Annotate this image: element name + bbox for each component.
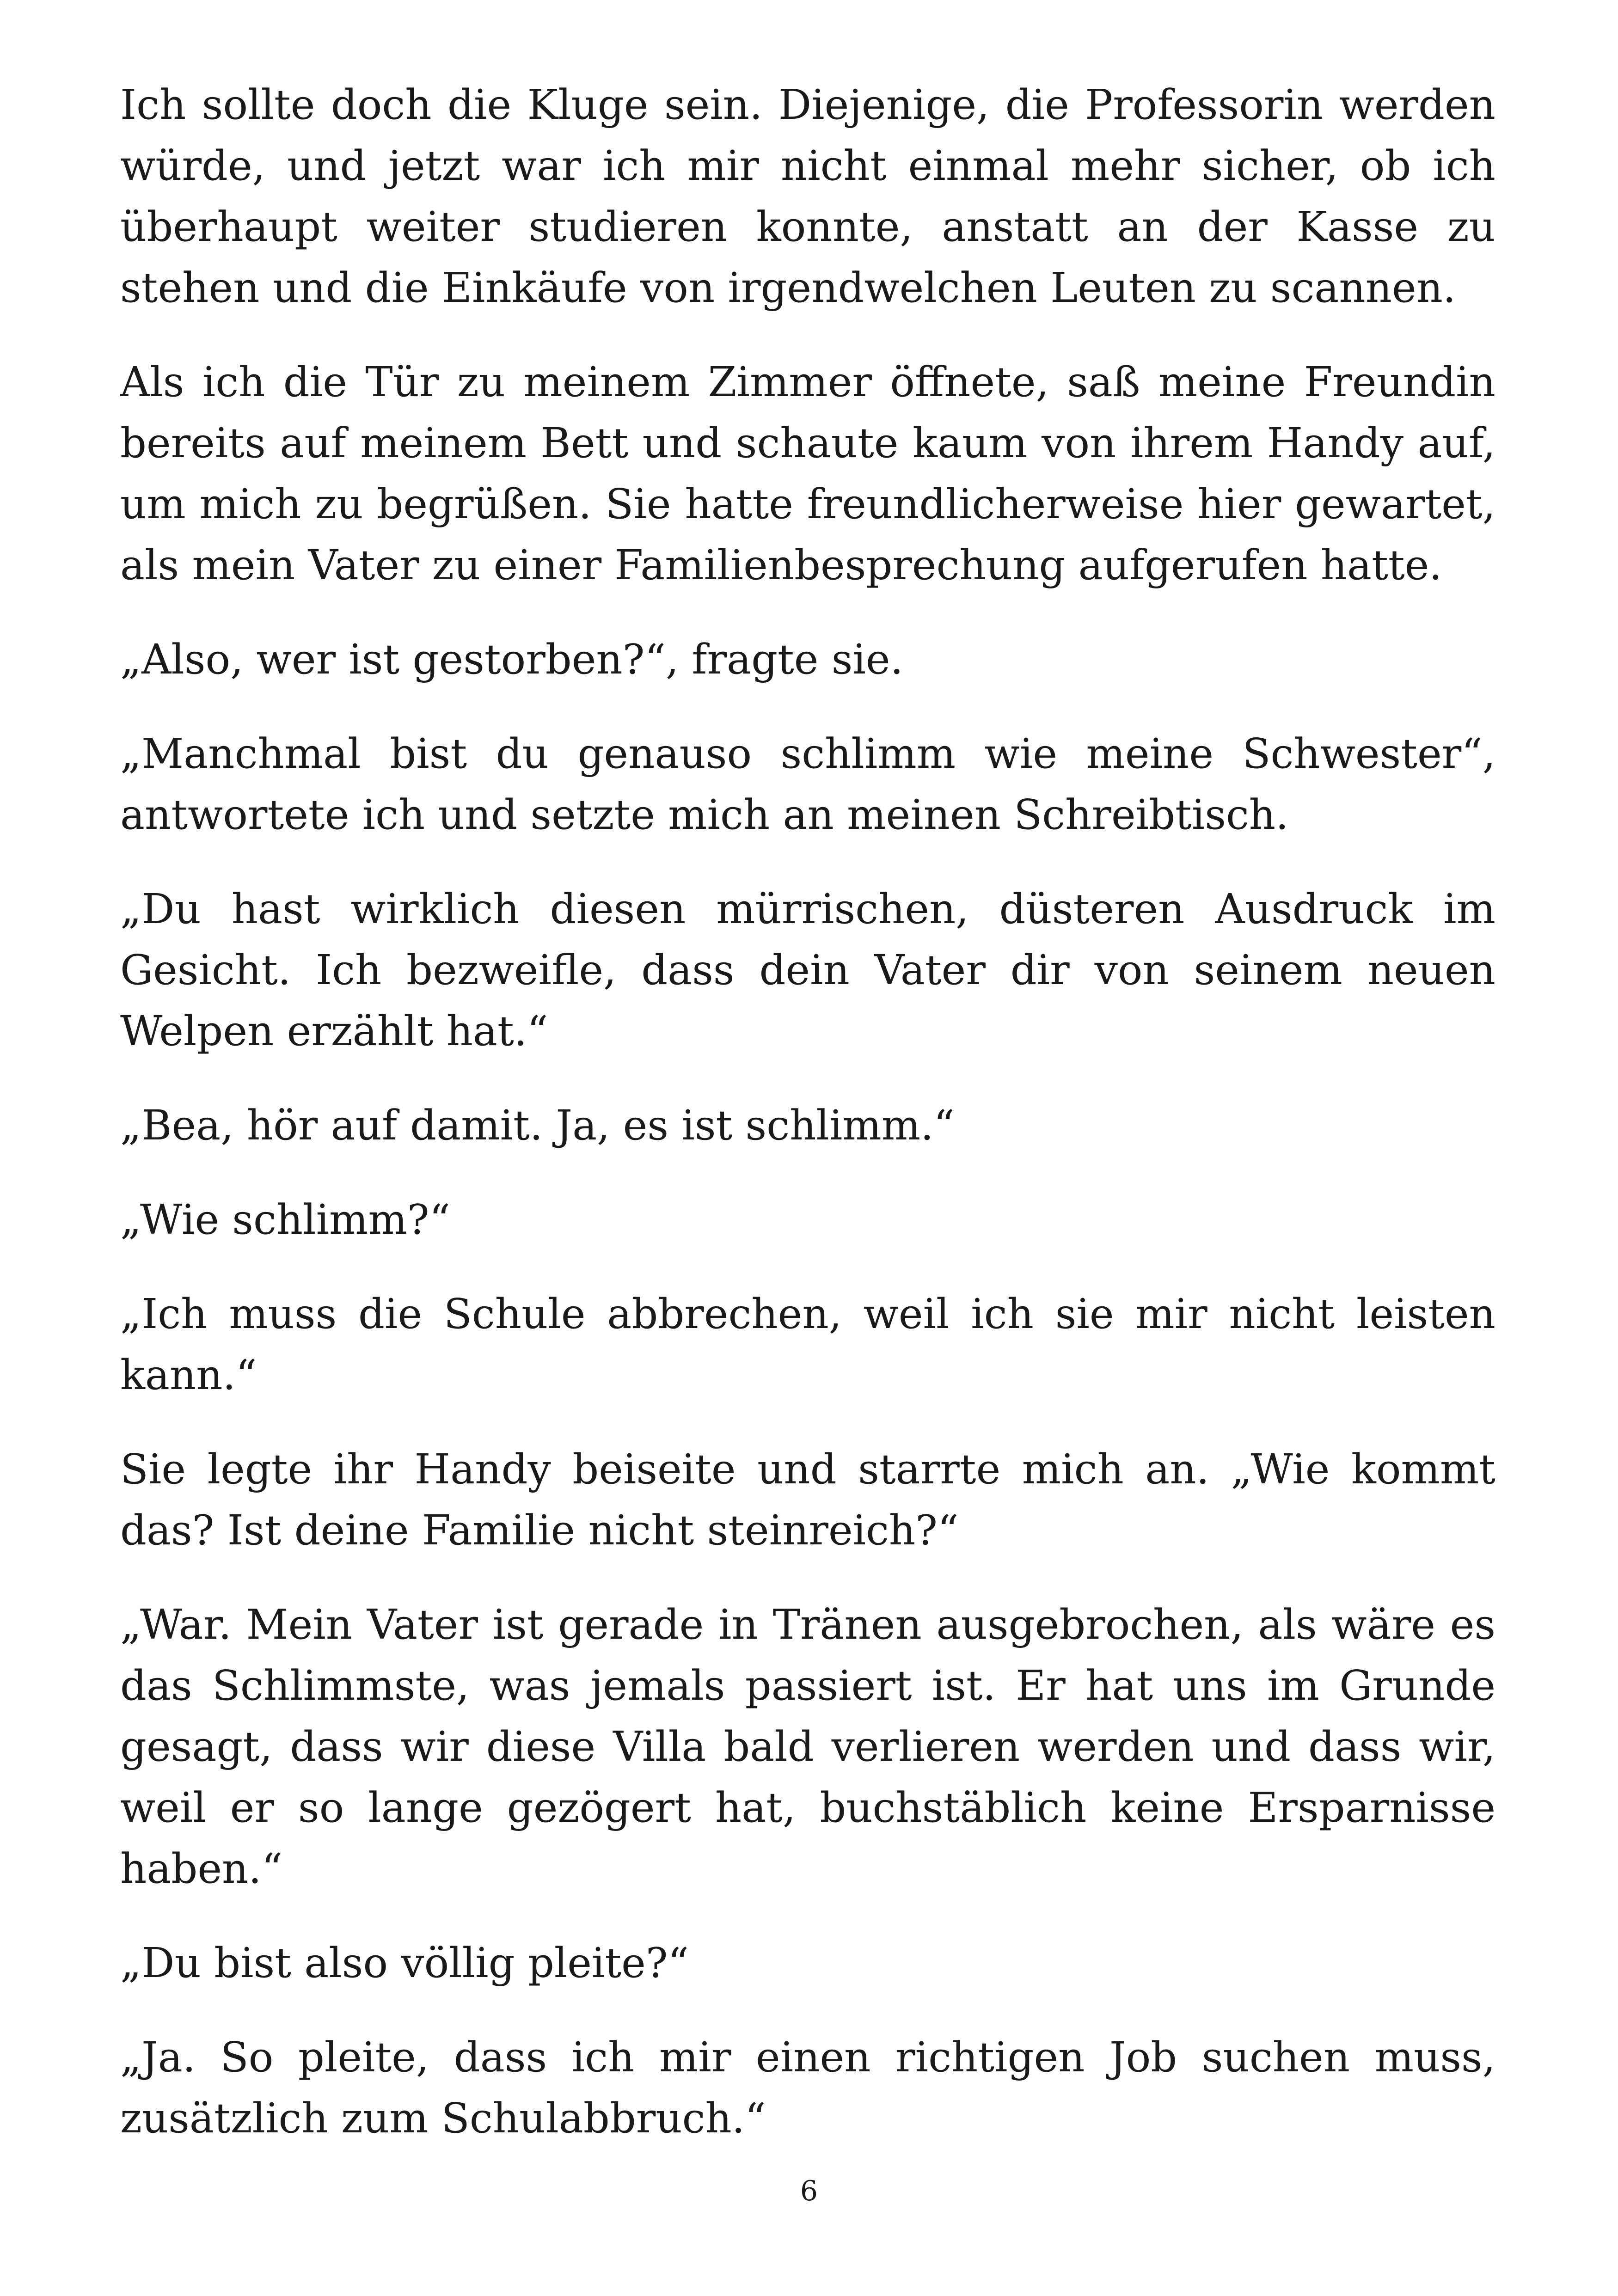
paragraph: „Wie schlimm?“ (120, 1195, 451, 1243)
body-text (120, 74, 1495, 2182)
paragraph: „War. Mein Vater ist gerade in Tränen ausgebrochen, als wäre es das Schlimmste, was jemals passiert ist. Er hat uns im Grunde gesagt, dass wir diese Villa bald verlieren werden und dass wir, weil er so lange gezögert hat, buchstäblich keine Ersparnisse haben.“ (120, 1600, 1495, 1892)
paragraph: Sie legte ihr Handy beiseite und starrte mich an. „Wie kommt das? Ist deine Familie nicht steinreich?“ (120, 1445, 1495, 1554)
paragraph: „Bea, hör auf damit. Ja, es ist schlimm.“ (120, 1101, 955, 1149)
page-number: 6 (800, 2175, 818, 2207)
paragraph: „Du hast wirklich diesen mürrischen, düsteren Ausdruck im Gesicht. Ich bezweifle, dass dein Vater dir von seinem neuen Welpen erzählt hat.“ (120, 885, 1495, 1055)
paragraph: „Ich muss die Schule abbrechen, weil ich sie mir nicht leisten kann.“ (120, 1290, 1495, 1399)
paragraph: Ich sollte doch die Kluge sein. Diejenige, die Professorin werden würde, und jetzt war ich mir nicht einmal mehr sicher, ob ich überhaupt weiter studieren konnte, anstatt an der Kasse zu stehen und die Einkäufe von irgendwelchen Leuten zu scannen. (120, 80, 1495, 312)
paragraph: „Du bist also völlig pleite?“ (120, 1939, 689, 1987)
paragraph: Als ich die Tür zu meinem Zimmer öffnete, saß meine Freundin bereits auf meinem Bett und schaute kaum von ihrem Handy auf, um mich zu begrüßen. Sie hatte freundlicherweise hier gewartet, als mein Vater zu einer Familienbesprechung aufgerufen hatte. (120, 358, 1495, 589)
paragraph: „Ja. So pleite, dass ich mir einen richtigen Job suchen muss, zusätzlich zum Schulabbruch.“ (120, 2033, 1495, 2142)
paragraph: „Also, wer ist gestorben?“, fragte sie. (120, 635, 903, 683)
paragraph: „Manchmal bist du genauso schlimm wie meine Schwester“, antwortete ich und setzte mich an meinen Schreibtisch. (120, 729, 1495, 839)
